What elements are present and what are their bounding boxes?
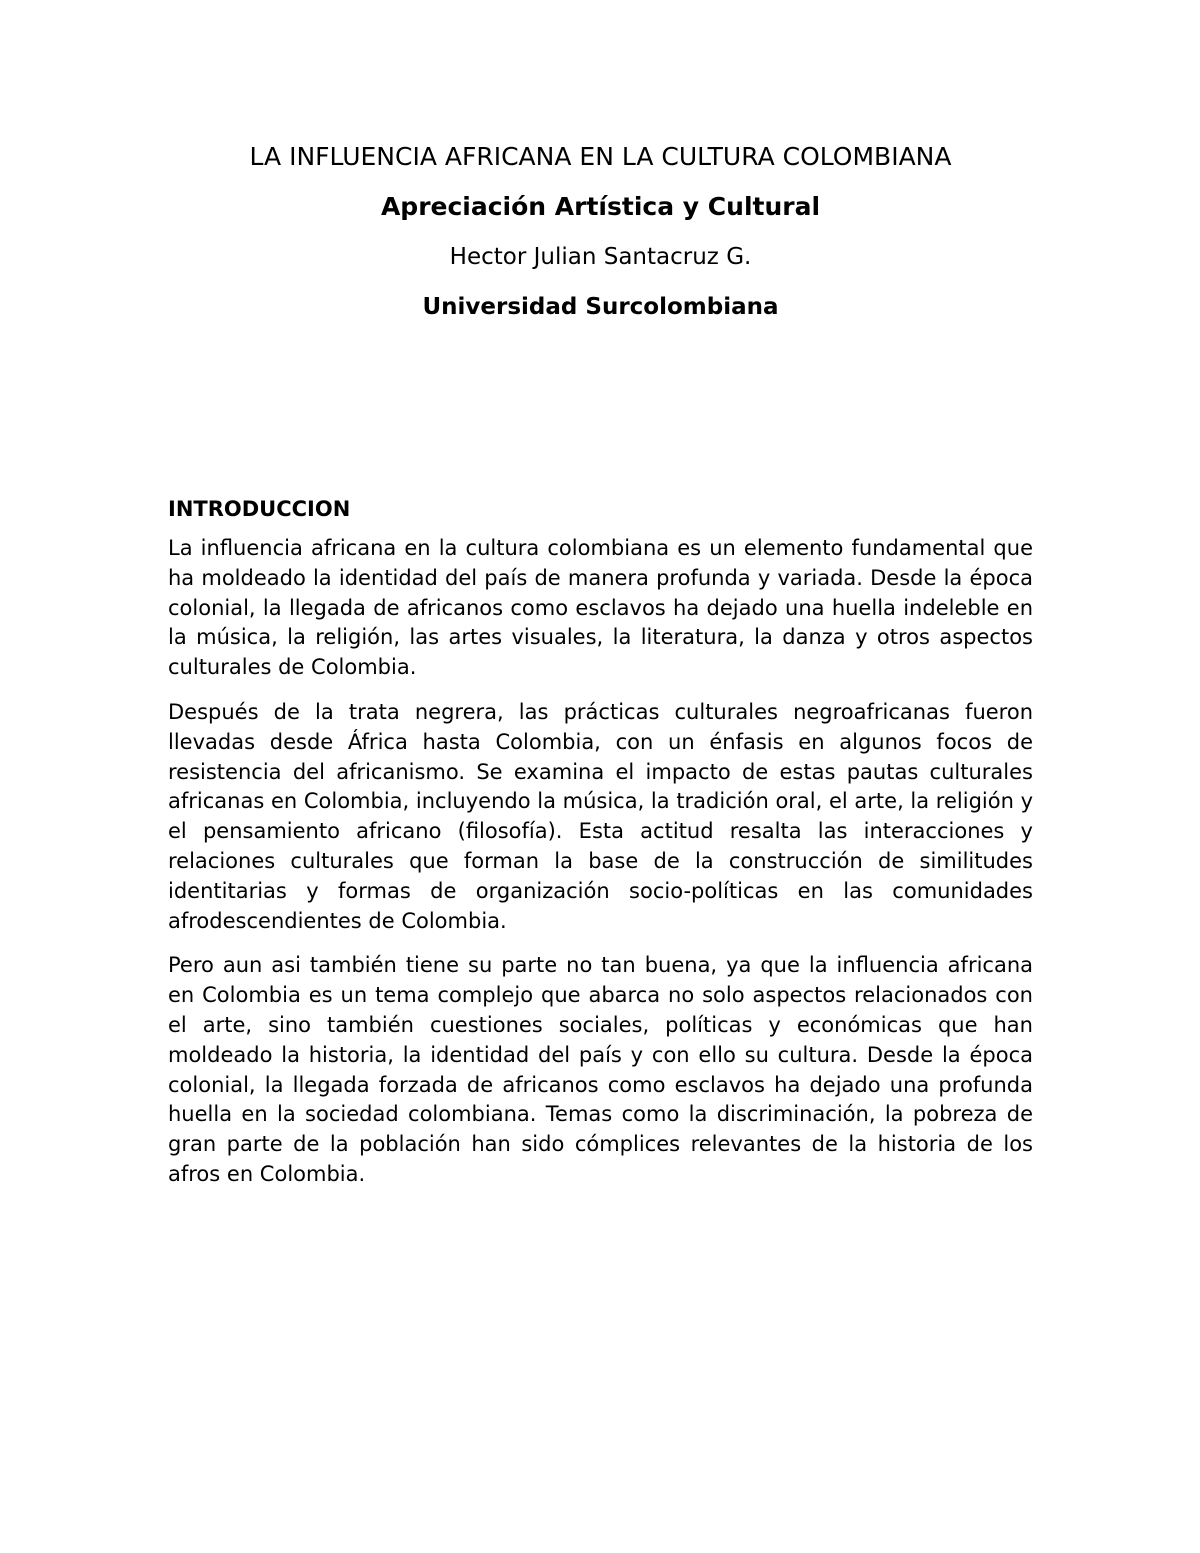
university-name: Universidad Surcolombiana (422, 294, 779, 320)
section-heading: INTRODUCCION (168, 497, 351, 521)
author-name: Hector Julian Santacruz G. (449, 244, 752, 270)
document-title: LA INFLUENCIA AFRICANA EN LA CULTURA COLOMBIANA (249, 142, 952, 171)
paragraph: Después de la trata negrera, las prácticas culturales negroafricanas fueron llevadas desde África hasta Colombia, con un énfasis en algunos focos de resistencia del africanismo. Se examina el impacto de estas pautas culturales africanas en Colombia, incluyendo la música, la tradición oral, el arte, la religión y el pensamiento africano (filosofía). Esta actitud resalta las interacciones y relaciones culturales que forman la base de la construcción de similitudes identitarias y formas de organización socio-políticas en las comunidades afrodescendientes de Colombia. (168, 699, 1033, 933)
document-subtitle: Apreciación Artística y Cultural (380, 192, 821, 221)
paragraph: Pero aun asi también tiene su parte no tan buena, ya que la influencia africana en Colombia es un tema complejo que abarca no solo aspectos relacionados con el arte, sino también cuestiones sociales, políticas y económicas que han moldeado la historia, la identidad del país y con ello su cultura. Desde la época colonial, la llegada forzada de africanos como esclavos ha dejado una profunda huella en la sociedad colombiana. Temas como la discriminación, la pobreza de gran parte de la población han sido cómplices relevantes de la historia de los afros en Colombia. (168, 953, 1033, 1186)
document-content (168, 140, 1033, 1205)
paragraph: La influencia africana en la cultura colombiana es un elemento fundamental que ha moldeado la identidad del país de manera profunda y variada. Desde la época colonial, la llegada de africanos como esclavos ha dejado una huella indeleble en la música, la religión, las artes visuales, la literatura, la danza y otros aspectos culturales de Colombia. (168, 536, 1033, 680)
